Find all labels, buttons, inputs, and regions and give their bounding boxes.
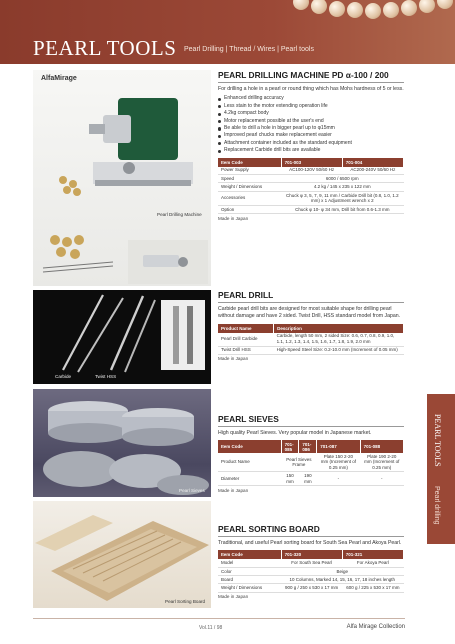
table-header: Item Code: [218, 550, 281, 559]
sorting-board-title: PEARL SORTING BOARD: [218, 524, 404, 537]
row-label: Board: [218, 576, 281, 584]
table-cell: For South Sea Pearl: [281, 559, 342, 567]
row-label: Twist Drill HSS: [218, 346, 274, 354]
pearl-sieves-photo: [33, 389, 211, 497]
row-label: Color: [218, 567, 281, 575]
table-header: 701-088: [360, 440, 403, 453]
page-number: Vol.11 / 98: [199, 625, 223, 631]
table-header: 701-320: [281, 550, 342, 559]
sorting-board-section: [218, 524, 404, 599]
list-item: 4.2kg compact body: [218, 110, 404, 117]
pearl-drill-section: [218, 290, 404, 361]
table-header-row: [218, 550, 404, 559]
table-row: [218, 167, 404, 175]
table-row: [218, 333, 404, 346]
footer-brand: Alfa Mirage Collection: [346, 624, 405, 630]
table-cell: 900 g / 250 x 530 x 17 mm: [281, 584, 342, 592]
table-row: [218, 205, 404, 213]
caption-twist-hss: Twist HSS: [95, 374, 117, 379]
table-header: Description: [274, 324, 404, 333]
drilling-machine-section: [218, 70, 404, 221]
table-cell: 150 mm: [281, 472, 299, 486]
list-item: Replacement Carbide drill bits are available: [218, 147, 404, 154]
table-row: [218, 472, 404, 486]
caption-drilling-machine: Pearl Drilling Machine: [157, 212, 202, 217]
row-label: Speed: [218, 174, 281, 182]
drilling-machine-photo: [33, 70, 211, 286]
table-cell: Plate 150 2-20 mm (Increment of 0.25 mm): [317, 453, 360, 472]
table-row: [218, 559, 404, 567]
page-header: [0, 0, 455, 64]
table-row: [218, 584, 404, 592]
table-cell: 600 g / 225 x 530 x 17 mm: [342, 584, 403, 592]
made-in-note: Made in Japan: [218, 487, 249, 493]
caption-sieves: Pearl Sieves: [179, 488, 205, 493]
made-in-note: Made in Japan: [218, 594, 249, 600]
table-cell: Chuck φ 3, 5, 7, 9, 11 mm / Carbide Drill bit (0.8, 1.0, 1.2 mm) x 1 Adjustment wrench x 2: [281, 191, 403, 205]
pearl-drill-desc: Carbide pearl drill bits are designed for most suitable shape for drilling pearl without damage and have 2 sided. Twist Drill, HSS standard model from Japan.: [218, 306, 401, 320]
list-item: Improved pearl chucks make replacement easier: [218, 132, 404, 139]
table-cell: -: [360, 472, 403, 486]
table-cell: 190 mm: [299, 472, 317, 486]
table-cell: 6000 / 6500 rpm: [281, 174, 403, 182]
pearl-sieves-title: PEARL SIEVES: [218, 414, 404, 427]
drilling-machine-title: PEARL DRILLING MACHINE PD α-100 / 200: [218, 70, 404, 83]
pearl-sieves-table: [218, 440, 404, 486]
caption-carbide: Carbide: [55, 374, 72, 379]
table-row: [218, 567, 404, 575]
table-header: 701-086: [299, 440, 317, 453]
table-header: 701-321: [342, 550, 403, 559]
table-cell: High-Speed Steel Size: 0.2-10.0 mm (Increment of 0.05 mm): [274, 346, 404, 354]
row-label: Weight / Dimensions: [218, 584, 281, 592]
table-row: [218, 346, 404, 354]
brand-logo: AlfaMirage: [41, 75, 77, 82]
pearl-sieves-desc: High quality Pearl Sieves. Very popular model in Japanese market.: [218, 430, 372, 436]
table-header: Item Code: [218, 440, 281, 453]
row-label: Model: [218, 559, 281, 567]
table-header-row: [218, 440, 404, 453]
caption-sorting-board: Pearl Sorting Board: [165, 599, 206, 604]
pearl-strand-decoration: [285, 0, 455, 34]
table-cell: Plate 190 2-20 mm (Increment of 0.25 mm): [360, 453, 403, 472]
drill-bits-illustration: [33, 290, 211, 384]
made-in-note: Made in Japan: [218, 356, 249, 362]
row-label: Weight / Dimensions: [218, 183, 281, 191]
table-cell: AC200-240V 50/60 Hz: [342, 167, 403, 175]
side-tab-label: PEARL TOOLS: [433, 414, 442, 467]
side-tab: [427, 394, 455, 544]
table-header-row: [218, 158, 404, 167]
list-item: Enhanced drilling accuracy: [218, 95, 404, 102]
table-header: 701-087: [317, 440, 360, 453]
row-label: Product Name: [218, 453, 281, 472]
list-item: Attachment container included as the standard equipment: [218, 140, 404, 147]
table-cell: 10 Columns, Marked 14, 15, 16, 17, 18 inches length: [281, 576, 403, 584]
table-row: [218, 576, 404, 584]
row-label: Accessories: [218, 191, 281, 205]
drilling-machine-desc: For drilling a hole in a pearl or round thing which has Mohs hardness of 5 or less.: [218, 86, 404, 92]
table-cell: Beige: [281, 567, 403, 575]
table-cell: For Akoya Pearl: [342, 559, 403, 567]
page-title: PEARL TOOLS: [33, 36, 177, 60]
table-header: 701-004: [342, 158, 403, 167]
table-cell: Chuck φ 10- φ 34 mm, Drill bit from 0.6-1.3 mm: [281, 205, 403, 213]
table-row: [218, 453, 404, 472]
table-row: [218, 183, 404, 191]
sorting-board-photo: [33, 501, 211, 608]
row-label: Diameter: [218, 472, 281, 486]
pearl-sieves-section: [218, 414, 404, 493]
table-header: 701-085: [281, 440, 299, 453]
table-cell: AC100-120V 50/60 Hz: [281, 167, 342, 175]
page-subtitle: Pearl Drilling | Thread / Wires | Pearl tools: [184, 46, 314, 53]
sorting-board-desc: Traditional, and useful Pearl sorting board for South Sea Pearl and Akoya Pearl.: [218, 540, 402, 546]
table-header: Item Code: [218, 158, 281, 167]
table-row: [218, 191, 404, 205]
table-header: 701-003: [281, 158, 342, 167]
table-header: Product Name: [218, 324, 274, 333]
table-cell: 4.2 kg / 145 x 235 x 122 mm: [281, 183, 403, 191]
table-cell: Pearl Sieves Frame: [281, 453, 317, 472]
drilling-machine-illustration: [33, 70, 211, 286]
side-tab-sub: Pearl drilling: [433, 486, 440, 525]
list-item: Motor replacement possible at the user's end: [218, 118, 404, 125]
pearl-drill-table: [218, 324, 404, 355]
table-header-row: [218, 324, 404, 333]
table-row: [218, 174, 404, 182]
made-in-note: Made in Japan: [218, 215, 249, 221]
sorting-board-illustration: [33, 501, 211, 608]
feature-list: [218, 95, 404, 154]
table-cell: Carbide, length 50 mm, 2 sided Size: 0.6, 0.7, 0.8, 0.9, 1.0, 1.1, 1.2, 1.3, 1.4, 1.5, 1.6, 1.7, 1.8, 1.9, 2.0 mm: [274, 333, 404, 346]
sieves-illustration: [33, 389, 211, 497]
pearl-drill-title: PEARL DRILL: [218, 290, 404, 303]
row-label: Pearl Drill Carbide: [218, 333, 274, 346]
list-item: Less stain to the motor extending operation life: [218, 103, 404, 110]
page-footer: [33, 618, 405, 636]
list-item: Be able to drill a hole in bigger pearl up to φ15mm: [218, 125, 404, 132]
row-label: Option: [218, 205, 281, 213]
table-cell: -: [317, 472, 360, 486]
sorting-board-table: [218, 550, 404, 593]
drilling-spec-table: [218, 158, 404, 214]
pearl-drill-photo: [33, 290, 211, 384]
row-label: Power Supply: [218, 167, 281, 175]
